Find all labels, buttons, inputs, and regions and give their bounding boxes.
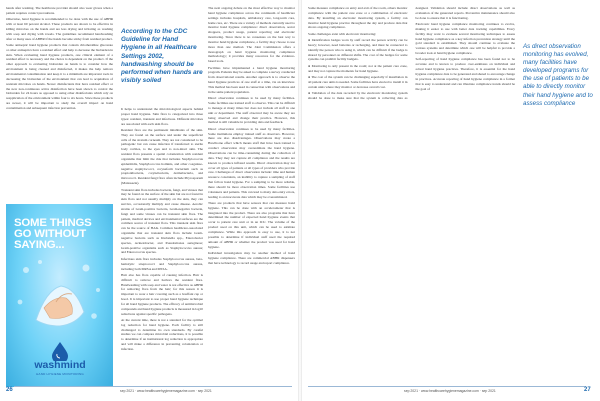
left-column-3: [208, 6, 295, 267]
pull-quote-text: As direct observation monitoring has evolved, many facilities have developed programs for the use of patients to be able to directly monitor their hand hygiene and to assess compliance: [523, 43, 593, 107]
paragraph: The next ongoing debate on the most effective way to monitor hand hygiene compliance across the continuum of healthcare settings includes hospitals, ambulatory care, long-term care, home care, etc. There are a variety of methods currently used to monitor hand hygiene compliance: direct observation, secret shoppers, product usage, patient reporting and electronic monitoring. Since there is no consensus on the best way to monitor hand hygiene compliance, a facility may choose to use more than one method. The Joint Commission offers a monograph on hand hygiene monitoring compliance methodology; it provides many resources for the evidence-based tools.: [208, 6, 295, 64]
paragraph: Individual investigation may be another method of hand hygiene compliance. There are commercial ABHR dispensers that have technology to record usage and report compliance.: [208, 250, 295, 265]
bullet-item: ● The cost of the system can be challenging especially if installation in all patient care units is needed. Some facilities have elected to install it in certain units where they monitor or decrease overall cost.: [308, 74, 408, 89]
paragraph: There are products that have sensors that can measure hand hygiene. This can be done with an accelerometer that is integrated into the product. There are also programs that have determined the number of expected hand hygiene events that occur to patient care unit or in an ICU. The volume of the product used on this unit, which can be used to estimate compliance. While this approach is easy to use, it is not possible to determine if individual staff used the required amount of ABHR or whether the product was used for hand hygiene.: [208, 200, 295, 249]
bullet-item: ● Identification badges worn by staff record the person activity can be heavy; however, need batteries or recharging, and must be connected to identify the person who is using it, which can be difficult if the badge is shared by personnel on different shifts. The cost of the badges for some systems can prohibit facility budgets.: [308, 38, 408, 62]
paragraph: Otherwise, hand hygiene is recommended to be done with the use of ABHR with at least 60 percent alcohol. These products are shown to be effective in killing microbes on the hands and are less drying and irritating as washing with soap and drying with towels. The guidelines recommend handwashing after or many uses of ABHR if the hands become sticky from residual product.: [6, 17, 113, 41]
paragraph: Some antiseptic hand hygiene products that contain chlorhexidine gluconate or other antiseptics have a residual effect and help to decrease the bioburden in skin. When evaluating hand hygiene products, one clinical element of a residual effect is necessary and the choice is dependent on the product. If the other approach to evaluating bioburden on hands is to consider how the environment is being cleaned and disinfected, it makes the help remove environmental contamination and keep it to a minimum are important tools in decreasing the bioburden of the environment that can lead to acquisition of resistant microbes on hands. Newer disinfectants that have residual effect or the new non-continuous active disinfection have been shown to control the bioburden for 24 hours as opposed to using other disinfectants which rely on reapplication of the environment within four to six hours. Since these products are newer, it will be important to study the overall impact on hand contamination and subsequent infection prevention.: [6, 42, 113, 110]
bullet-item: ● Monitoring is only present in the room; not at the patient care zone, and may not capture the moments for hand hygiene.: [308, 63, 408, 73]
left-column-1: [6, 6, 113, 112]
paragraph: Facilities have implemented a hand hygiene monitoring program. Patients may be asked to complete a survey conducted from observational results. Another approach is to observe the hand hygiene practices of one staff at a time, via an interview. This method has been used in connection with observations and in the same patient population.: [208, 65, 295, 94]
page-number: 27: [584, 387, 591, 393]
footer-rule: [14, 386, 292, 387]
paragraph: Transient skin flora includes bacteria, fungi, and viruses that may be found on the surface of the skin but are not found in skin flora and not usually multiply on the skin, they can survive, occasionally multiply and cause disease. Aerobic strains of Gram-positive bacteria, Gram-negative bacteria, fungi and some viruses can be transient skin flora. The patient, medical devices and environmental surfaces are the common source of transient flora. This transient skin flora can be the source of HAIs. Common healthcare-associated organisms that are transient skin flora include Gram-negative bacteria such as Klebsiella spp., Enterobacter species, Acinetobacter, and Pseudomonas aeruginosa; Gram-positive organisms such as Staphylococcus aureus; and Enterococcus species.: [121, 187, 203, 255]
paragraph: At the current time, there is not a standard for the optimal log reduction for hand hygiene. Each facility is still challenged to determine its own standards. By careful studies we can compare microbial reductions, it is possible to determine if an institutional log reduction is appropriate and will make a difference in preventing colonization or infection.: [121, 317, 203, 351]
logo-tagline: HAND HYGIENE MONITORING: [36, 372, 84, 376]
right-pull-quote: [523, 43, 593, 109]
ad-headline: SOME THINGS GO WITHOUT SAYING...: [14, 217, 92, 251]
paragraph: Electronic hand hygiene compliance monitoring continues to evolve, making it easier to use with better data tracking capabilities. Every facility may want to evaluate several monitoring techniques to assess hand hygiene compliance as a key infection prevention strategy until the gold standard is established. They should continue to evaluate the various systems and determine which one will be helpful to provide a broader look at hand hygiene compliance.: [415, 22, 515, 56]
paragraph: Some measure compliance on entry and exit of the room, others monitor compliance with the patient care zone or a combination of electronic data. By installing an electronic monitoring system, a facility can monitor hand hygiene practice throughout the day and produce data that shows ongoing compliance.: [308, 6, 408, 30]
logo-wordmark: washmind: [34, 359, 86, 371]
paragraph: It helps to understand the microbiological aspects behind proper hand hygiene. Skin flora is categorized into three types: resident, transient and infectious. Different microbes are associated with each skin flora.: [121, 107, 203, 126]
hand-wash-graphic: [6, 250, 113, 340]
advertisement[interactable]: [6, 204, 113, 387]
paragraph: Direct observation continues to be used by many facilities. Some facilities use trained staff to observe. This can be difficult to manage at many times but does not include all staff in one unit or department. The staff observed may be aware they are being observed and change their practice. However, this method is still valuable in providing data and feedback.: [208, 96, 295, 125]
footer-text: sep 2021 · www.healthcarehygienemagazine.com · sep 2021: [120, 389, 212, 393]
droplet-icon: [28, 341, 92, 361]
paragraph: Resident flora are the permanent inhabitants of the skin. They are found on the surface and under the superficial cells of the stratum corneum. They are not considered to be pathogenic but can cause infection if transferred to sterile body cavities, to the eyes and to non-intact skin. The resident flora presents a spatial colonization with resident organisms that limit the risk that includes Staphylococcus epidermidis, Staphylococcus hominis, and other coagulase-negative staphylococci, coryneform bacterium such as propionibacteria, corynebacteria, dermabacteria, and micrococci. Resident fungi flora often include Pityrosporum (Malassezia).: [121, 127, 203, 186]
bullet-item: ● Validation of the data recorded by the electronic monitoring system should be done to make sure that the system is collecting data as designed. Validation should include direct observations as well as evaluation of the generated reports. Preventive maintenance should also be done to ensure that it is functioning.: [308, 6, 515, 100]
paragraph: Self-reporting of hand hygiene compliance has been found not to be accurate and is known to produce over-estimates on individual and actual hand hygiene practices. Therefore, it is essential for the hand hygiene compliance data to be generated and shared to encourage change in practices. Accurate reporting of hand hygiene compliance in a format that is easy to understand and can illustrate compliance trends should be the goal of: [415, 57, 515, 91]
left-pull-quote: [121, 28, 203, 87]
footer-rule: [308, 386, 586, 387]
left-column-2: [121, 107, 203, 353]
paragraph: hands after washing. The healthcare provider should also wear gloves when a patient requires contact precautions.: [6, 6, 113, 15]
washmind-logo: [28, 341, 92, 381]
page-number: 26: [6, 387, 13, 393]
right-text-columns: [308, 6, 515, 101]
paragraph: Direct observation continues to be used by many facilities. Some institutions employ trained staff as observers. However, there are also disadvantages. Observations may create a Hawthorne effect which means staff that have been trained to conduct observation may overestimate the hand hygiene. Observations can be time-consuming during the collection of data. They may not capture all compliance and the results are known to produce inflated results. Direct observation may not cover all types of patients or all types of providers who provide care. Challenges of direct observation include: time and human resource constraints, an inability to capture a sampling of staff that follow hand hygiene. For a sampling to be more reliable, there should be more observation times. Some facilities use volunteers and patients. This can lead to many data entry errors, leading to an inaccurate data which may be overestimated.: [208, 126, 295, 199]
paragraph: Some challenges exist with electronic monitoring:: [308, 31, 377, 36]
paragraph: Infectious skin flora includes Staphylococcus aureus, beta-hemolytic streptococci and Staphylococcus aureus, including both MRSA and MSSA.: [121, 256, 203, 271]
pull-quote-text: According to the CDC Guideline for Hand Hygiene in all Healthcare Settings 2002, handwashing should be performed when hands are visibly soiled: [121, 28, 203, 85]
paragraph: Hair also has flora capable of causing infection. Hair is difficult to remove and harbors the resident flora. Handwashing with soap and water is not effective as ABHR for removing flora from the hair; for this reason it is important to wear a hair covering such as a bouffant cap or hood. It is important to use proper hand hygiene technique for all hand hygiene products. The efficacy of antimicrobial compounds and hand hygiene products is measured in log10 reductions against specific pathogens.: [121, 272, 203, 316]
right-page: [300, 0, 600, 401]
footer-text: sep 2021 · www.healthcarehygienemagazine.com · sep 2021: [404, 389, 496, 393]
